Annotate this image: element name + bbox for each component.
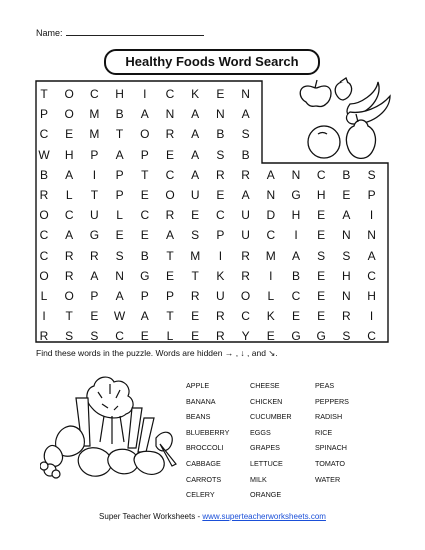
grid-letter[interactable]: E: [317, 309, 326, 324]
grid-letter[interactable]: L: [40, 289, 48, 303]
grid-letter[interactable]: L: [116, 208, 123, 223]
grid-letter[interactable]: A: [342, 208, 351, 223]
grid-letter[interactable]: R: [216, 309, 225, 324]
grid-letter[interactable]: I: [269, 268, 273, 283]
grid-letter[interactable]: E: [317, 289, 326, 303]
grid-letter[interactable]: B: [216, 127, 225, 142]
grid-letter[interactable]: C: [39, 248, 49, 263]
grid-letter[interactable]: E: [191, 329, 200, 344]
grid-letter[interactable]: N: [216, 107, 225, 122]
grid-letter[interactable]: R: [190, 289, 200, 303]
grid-letter[interactable]: A: [191, 107, 200, 122]
grid-letter[interactable]: U: [241, 208, 250, 223]
grid-letter[interactable]: A: [266, 167, 275, 182]
grid-letter[interactable]: G: [291, 188, 301, 202]
word-list-item: GRAPES: [250, 443, 280, 453]
grid-letter[interactable]: T: [166, 309, 174, 324]
grid-letter[interactable]: U: [190, 188, 200, 202]
grid-letter[interactable]: S: [342, 329, 351, 344]
fruit-illustration-icon: [296, 76, 396, 166]
grid-letter[interactable]: O: [64, 87, 74, 101]
word-list-item: BEANS: [186, 412, 211, 422]
grid-letter[interactable]: A: [140, 107, 149, 122]
word-list-item: CUCUMBER: [250, 412, 292, 422]
grid-letter[interactable]: N: [291, 167, 301, 182]
grid-letter[interactable]: W: [38, 147, 50, 162]
grid-letter[interactable]: K: [216, 268, 225, 283]
grid-letter[interactable]: L: [166, 329, 174, 344]
grid-letter[interactable]: N: [342, 228, 351, 243]
grid-letter[interactable]: A: [65, 167, 74, 182]
grid-letter[interactable]: I: [218, 248, 223, 263]
grid-letter[interactable]: P: [165, 289, 174, 303]
grid-letter[interactable]: R: [241, 167, 250, 182]
grid-letter[interactable]: K: [191, 87, 200, 101]
grid-letter[interactable]: N: [165, 107, 175, 122]
grid-letter[interactable]: A: [367, 248, 376, 263]
grid-letter[interactable]: P: [140, 289, 149, 303]
grid-letter[interactable]: P: [90, 147, 99, 162]
grid-letter[interactable]: L: [267, 289, 275, 303]
word-list-item: BROCCOLI: [186, 443, 224, 453]
word-list-item: APPLE: [186, 381, 210, 390]
word-column-3: [315, 378, 349, 487]
grid-letter[interactable]: R: [39, 329, 49, 344]
grid-letter[interactable]: T: [141, 167, 149, 182]
grid-letter[interactable]: S: [241, 127, 250, 142]
grid-letter[interactable]: N: [266, 188, 276, 202]
instructions-text: Find these words in the puzzle. Words are hidden → , ↓ , and ↘.: [36, 348, 278, 358]
grid-letter[interactable]: P: [90, 289, 99, 303]
grid-letter[interactable]: S: [342, 248, 351, 263]
grid-letter[interactable]: G: [291, 329, 301, 344]
grid-letter[interactable]: O: [165, 188, 175, 202]
grid-letter[interactable]: E: [291, 309, 300, 324]
grid-letter[interactable]: A: [65, 228, 74, 243]
grid-letter[interactable]: A: [165, 228, 174, 243]
grid-letter[interactable]: C: [165, 87, 175, 101]
grid-letter[interactable]: W: [113, 309, 126, 324]
grid-letter[interactable]: E: [140, 188, 149, 202]
grid-letter[interactable]: E: [317, 268, 326, 283]
grid-letter[interactable]: R: [165, 127, 175, 142]
grid-letter[interactable]: H: [115, 87, 124, 101]
grid-letter[interactable]: G: [316, 329, 326, 344]
grid-letter[interactable]: C: [316, 167, 326, 182]
grid-letter[interactable]: E: [342, 188, 351, 202]
grid-letter[interactable]: R: [216, 167, 225, 182]
word-list-item: PEPPERS: [315, 396, 349, 406]
grid-letter[interactable]: H: [342, 268, 351, 283]
word-list-item: LETTUCE: [250, 458, 283, 468]
word-column-2: [250, 378, 292, 503]
grid-letter[interactable]: U: [241, 228, 250, 243]
grid-letter[interactable]: R: [90, 248, 99, 263]
footer-text: Super Teacher Worksheets -: [99, 512, 203, 521]
grid-letter[interactable]: S: [65, 329, 74, 344]
grid-letter[interactable]: N: [367, 228, 376, 243]
grid-letter[interactable]: C: [291, 289, 301, 303]
grid-letter[interactable]: B: [140, 248, 149, 263]
word-list-item: BANANA: [186, 396, 216, 406]
grid-letter[interactable]: K: [266, 309, 275, 324]
grid-letter[interactable]: E: [191, 208, 200, 223]
grid-letter[interactable]: A: [241, 107, 250, 122]
grid-letter[interactable]: T: [90, 188, 99, 202]
word-list-item: RADISH: [315, 412, 343, 422]
grid-letter[interactable]: A: [140, 309, 149, 324]
word-list-item: PEAS: [315, 381, 335, 390]
grid-letter[interactable]: H: [291, 208, 301, 223]
grid-letter[interactable]: E: [90, 309, 99, 324]
grid-letter[interactable]: O: [39, 208, 49, 223]
footer-link[interactable]: www.superteacherworksheets.com: [202, 512, 326, 521]
grid-letter[interactable]: H: [367, 289, 376, 303]
grid-letter[interactable]: R: [342, 309, 351, 324]
grid-letter[interactable]: R: [216, 329, 225, 344]
grid-letter[interactable]: C: [115, 329, 124, 344]
grid-letter[interactable]: A: [291, 248, 300, 263]
word-list-item: WATER: [315, 474, 341, 484]
grid-letter[interactable]: A: [115, 289, 124, 303]
grid-letter[interactable]: C: [241, 309, 250, 324]
grid-letter[interactable]: L: [65, 188, 73, 202]
grid-letter[interactable]: A: [191, 167, 200, 182]
grid-letter[interactable]: P: [216, 228, 225, 243]
grid-letter[interactable]: M: [89, 127, 100, 142]
grid-letter[interactable]: I: [369, 208, 374, 223]
grid-letter[interactable]: C: [216, 208, 225, 223]
grid-letter[interactable]: S: [115, 248, 124, 263]
grid-letter[interactable]: I: [143, 87, 147, 101]
grid-letter[interactable]: E: [266, 329, 275, 344]
grid-letter[interactable]: H: [64, 147, 74, 162]
grid-letter[interactable]: R: [64, 268, 74, 283]
grid-letter[interactable]: E: [317, 228, 326, 243]
grid-letter[interactable]: M: [265, 248, 276, 263]
grid-letter[interactable]: Y: [241, 329, 250, 344]
grid-letter[interactable]: E: [115, 228, 124, 243]
grid-letter[interactable]: C: [39, 228, 49, 243]
grid-letter[interactable]: C: [165, 167, 175, 182]
grid-letter[interactable]: I: [92, 167, 97, 182]
grid-letter[interactable]: O: [64, 289, 74, 303]
grid-letter[interactable]: T: [166, 248, 174, 263]
grid-letter[interactable]: P: [367, 188, 376, 202]
grid-letter[interactable]: S: [216, 147, 225, 162]
grid-letter[interactable]: E: [165, 268, 174, 283]
word-list-item: CELERY: [186, 490, 215, 500]
grid-letter[interactable]: I: [294, 228, 298, 243]
grid-letter[interactable]: O: [39, 268, 49, 283]
grid-letter[interactable]: A: [241, 188, 250, 202]
grid-letter[interactable]: I: [42, 309, 46, 324]
grid-letter[interactable]: C: [367, 329, 376, 344]
word-list-item: CHICKEN: [250, 396, 283, 406]
grid-letter[interactable]: I: [369, 309, 374, 324]
grid-letter[interactable]: E: [317, 208, 326, 223]
grid-letter[interactable]: C: [367, 268, 376, 283]
grid-letter[interactable]: C: [90, 87, 99, 101]
word-list-item: CHEESE: [250, 381, 280, 390]
grid-letter[interactable]: B: [342, 167, 351, 182]
grid-letter[interactable]: S: [367, 167, 376, 182]
word-list-item: EGGS: [250, 427, 271, 437]
grid-letter[interactable]: R: [165, 208, 175, 223]
name-label: Name:: [36, 28, 63, 38]
grid-letter[interactable]: O: [64, 107, 74, 122]
grid-letter[interactable]: C: [266, 228, 276, 243]
grid-letter[interactable]: E: [140, 228, 149, 243]
footer: [0, 512, 425, 521]
grid-letter[interactable]: U: [90, 208, 99, 223]
grid-letter[interactable]: T: [65, 309, 73, 324]
grid-letter[interactable]: S: [191, 228, 200, 243]
grid-letter[interactable]: P: [115, 167, 124, 182]
grid-letter[interactable]: M: [190, 248, 201, 263]
word-list-item: TOMATO: [315, 458, 345, 468]
word-column-1: [186, 378, 229, 503]
grid-letter[interactable]: N: [241, 87, 250, 101]
word-list-item: CABBAGE: [186, 458, 221, 468]
grid-letter[interactable]: R: [64, 248, 74, 263]
word-list-item: MILK: [250, 474, 267, 484]
grid-letter[interactable]: E: [216, 87, 225, 101]
grid-letter[interactable]: B: [39, 167, 48, 182]
grid-letter[interactable]: E: [216, 188, 225, 202]
grid-letter[interactable]: P: [115, 188, 124, 202]
grid-letter[interactable]: R: [241, 268, 250, 283]
grid-letter[interactable]: B: [241, 147, 250, 162]
grid-letter[interactable]: T: [191, 268, 199, 283]
grid-letter[interactable]: A: [191, 127, 200, 142]
grid-letter[interactable]: C: [140, 208, 150, 223]
grid-letter[interactable]: R: [39, 188, 49, 202]
grid-letter[interactable]: B: [291, 268, 300, 283]
grid-letter[interactable]: A: [115, 147, 124, 162]
grid-letter[interactable]: O: [140, 127, 150, 142]
word-list-item: BLUEBERRY: [186, 427, 230, 437]
grid-letter[interactable]: A: [90, 268, 99, 283]
page-title: Healthy Foods Word Search: [104, 49, 320, 75]
grid-letter[interactable]: D: [266, 208, 276, 223]
grid-letter[interactable]: A: [191, 147, 200, 162]
grid-letter[interactable]: P: [39, 107, 48, 122]
word-list-item: SPINACH: [315, 443, 347, 453]
grid-letter[interactable]: H: [316, 188, 326, 202]
grid-letter[interactable]: R: [241, 248, 250, 263]
grid-letter[interactable]: N: [115, 268, 124, 283]
grid-letter[interactable]: E: [191, 309, 200, 324]
grid-letter[interactable]: S: [317, 248, 326, 263]
grid-letter[interactable]: T: [40, 87, 48, 101]
grid-letter[interactable]: M: [89, 107, 100, 122]
grid-letter[interactable]: G: [140, 268, 150, 283]
grid-letter[interactable]: N: [342, 289, 351, 303]
grid-letter[interactable]: G: [89, 228, 100, 243]
grid-letter[interactable]: E: [65, 127, 74, 142]
word-list-item: RICE: [315, 427, 333, 437]
grid-letter[interactable]: C: [39, 127, 49, 142]
grid-letter[interactable]: C: [64, 208, 74, 223]
word-list-item: CARROTS: [186, 474, 222, 484]
grid-letter[interactable]: U: [216, 289, 225, 303]
grid-letter[interactable]: P: [140, 147, 149, 162]
grid-letter[interactable]: T: [115, 127, 124, 142]
grid-letter[interactable]: E: [140, 329, 149, 344]
grid-letter[interactable]: B: [115, 107, 124, 122]
word-list-item: ORANGE: [250, 490, 282, 500]
grid-letter[interactable]: O: [240, 289, 251, 303]
vegetable-illustration-icon: [40, 368, 180, 483]
grid-letter[interactable]: E: [165, 147, 174, 162]
grid-letter[interactable]: S: [90, 329, 99, 344]
